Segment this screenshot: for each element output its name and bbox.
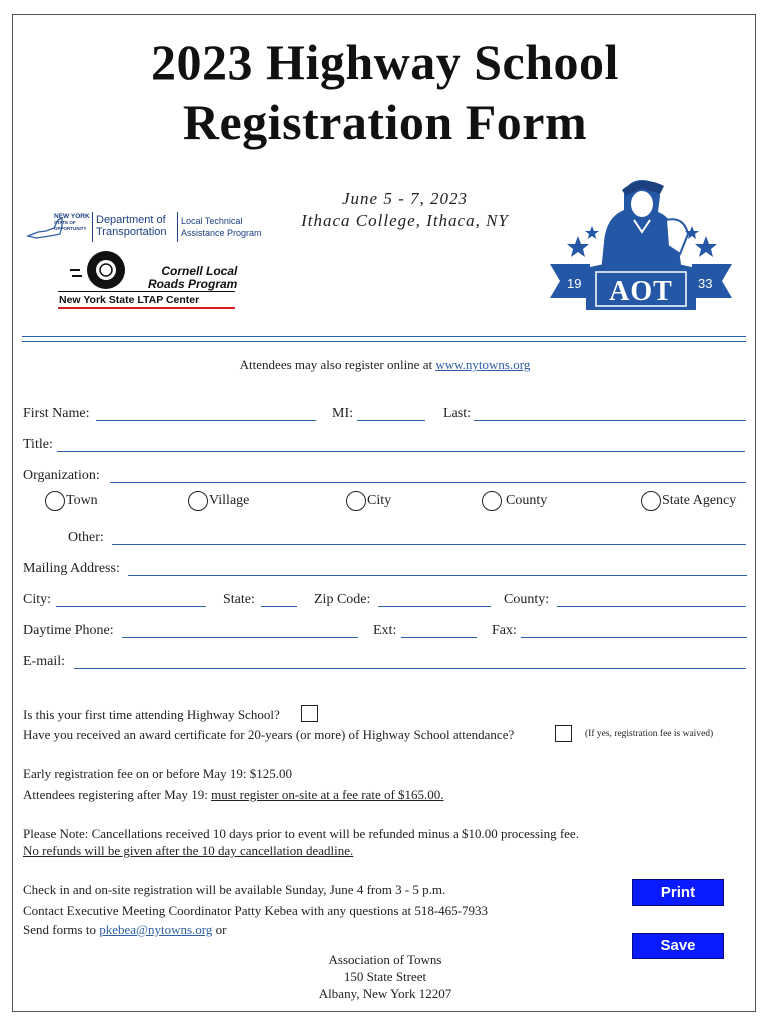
organization-field[interactable] [110,482,746,483]
no-refund-note: No refunds will be given after the 10 day cancellation deadline. [23,843,354,858]
aot-text: AOT [609,276,673,307]
online-registration-note [0,357,770,373]
first-time-question: Is this your first time attending Highway School? [23,707,280,722]
title-label: Title: [23,437,53,452]
last-name-field[interactable] [474,420,746,421]
dot-name-line2: Transportation [96,226,167,238]
late-registration-fee [23,787,444,803]
send-email-link[interactable]: pkebea@nytowns.org [99,922,213,937]
daytime-phone-field[interactable] [122,637,358,638]
mailing-address-label: Mailing Address: [23,561,120,576]
mi-label: MI: [332,406,353,421]
ltap-name-line2: Assistance Program [181,228,262,238]
cornell-local-roads-logo [56,248,241,310]
radio-circle[interactable] [45,491,65,511]
county-label: County: [504,592,550,607]
fax-label: Fax: [492,623,517,638]
form-title-line1: 2023 Highway School [151,34,619,90]
aot-year-left: 19 [567,276,582,291]
radio-town[interactable] [45,491,98,511]
email-label: E-mail: [23,654,65,669]
first-name-field[interactable] [96,420,316,421]
state-field[interactable] [261,606,297,607]
form-border [12,14,756,1012]
header-divider [22,336,746,337]
radio-county-label: County [506,493,548,508]
ext-label: Ext: [373,623,397,638]
city-label: City: [23,592,52,607]
last-name-label: Last: [443,406,471,421]
zip-code-label: Zip Code: [314,592,371,607]
nys-logo-sub2: OPPORTUNITY [54,226,87,231]
ext-field[interactable] [401,637,477,638]
other-label: Other: [68,530,104,545]
radio-state-agency-label: State Agency [662,493,737,508]
award-fee-note: (If yes, registration fee is waived) [585,729,714,739]
zip-code-field[interactable] [378,606,491,607]
send-forms-line [23,922,226,938]
cornell-rule-top [58,291,235,292]
fax-field[interactable] [521,637,747,638]
city-field[interactable] [56,606,206,607]
radio-circle[interactable] [482,491,502,511]
nys-logo-sub1: STATE OF [54,220,76,225]
logo-divider [92,212,93,242]
cornell-name-line1: Cornell Local [161,264,238,278]
send-forms-suffix: or [212,922,227,937]
mi-field[interactable] [357,420,425,421]
form-title-line2: Registration Form [182,94,588,150]
aot-year-right: 33 [698,276,713,291]
late-fee-terms: must register on-site at a fee rate of $165.00. [211,787,444,802]
title-field[interactable] [57,451,745,452]
save-button[interactable]: Save [632,933,724,959]
address-line2: 150 State Street [343,969,427,984]
event-dates: June 5 - 7, 2023 [341,189,468,208]
logo-divider [177,212,178,242]
organization-label: Organization: [23,468,100,483]
email-field[interactable] [74,668,746,669]
radio-city-label: City [367,493,392,508]
other-field[interactable] [112,544,746,545]
radio-state-agency[interactable] [641,491,736,511]
award-question: Have you received an award certificate for 20-years (or more) of Highway School attendance? [23,727,515,742]
radio-city[interactable] [346,491,391,511]
nys-logo-text: NEW YORK [54,213,90,220]
checkin-info: Check in and on-site registration will be available Sunday, June 4 from 3 - 5 p.m. [23,882,446,897]
cornell-rule-red [58,307,235,309]
first-time-checkbox[interactable] [301,705,318,722]
radio-circle[interactable] [188,491,208,511]
ltap-name-line1: Local Technical [181,216,243,226]
mailing-address-field[interactable] [128,575,747,576]
first-name-label: First Name: [23,406,90,421]
tire-icon [66,248,126,292]
association-of-towns-logo [546,172,736,322]
nytowns-link[interactable]: www.nytowns.org [435,357,531,372]
late-fee-prefix: Attendees registering after May 19: [23,787,212,802]
address-line1: Association of Towns [328,952,442,967]
online-registration-prefix: Attendees may also register online at [239,357,436,372]
dot-name-line1: Department of [96,214,166,226]
header-divider [22,341,746,342]
print-button[interactable]: Print [632,879,724,906]
cornell-name-line2: Roads Program [148,277,238,291]
radio-circle[interactable] [641,491,661,511]
cancellation-note: Please Note: Cancellations received 10 days prior to event will be refunded minus a $10.00 processing fee. [23,826,579,841]
early-registration-fee: Early registration fee on or before May 19: $125.00 [23,766,292,781]
state-label: State: [223,592,255,607]
nysdot-logo [24,210,274,244]
cornell-name-line3: New York State LTAP Center [59,294,200,306]
daytime-phone-label: Daytime Phone: [23,623,114,638]
address-line3: Albany, New York 12207 [318,986,452,1001]
radio-county[interactable] [482,491,547,511]
county-field[interactable] [557,606,746,607]
send-forms-prefix: Send forms to [23,922,100,937]
award-checkbox[interactable] [555,725,572,742]
radio-circle[interactable] [346,491,366,511]
event-location: Ithaca College, Ithaca, NY [301,211,509,230]
radio-village-label: Village [209,493,250,508]
radio-village[interactable] [188,491,249,511]
coordinator-contact: Contact Executive Meeting Coordinator Patty Kebea with any questions at 518-465-7933 [23,903,489,918]
radio-town-label: Town [66,493,98,508]
